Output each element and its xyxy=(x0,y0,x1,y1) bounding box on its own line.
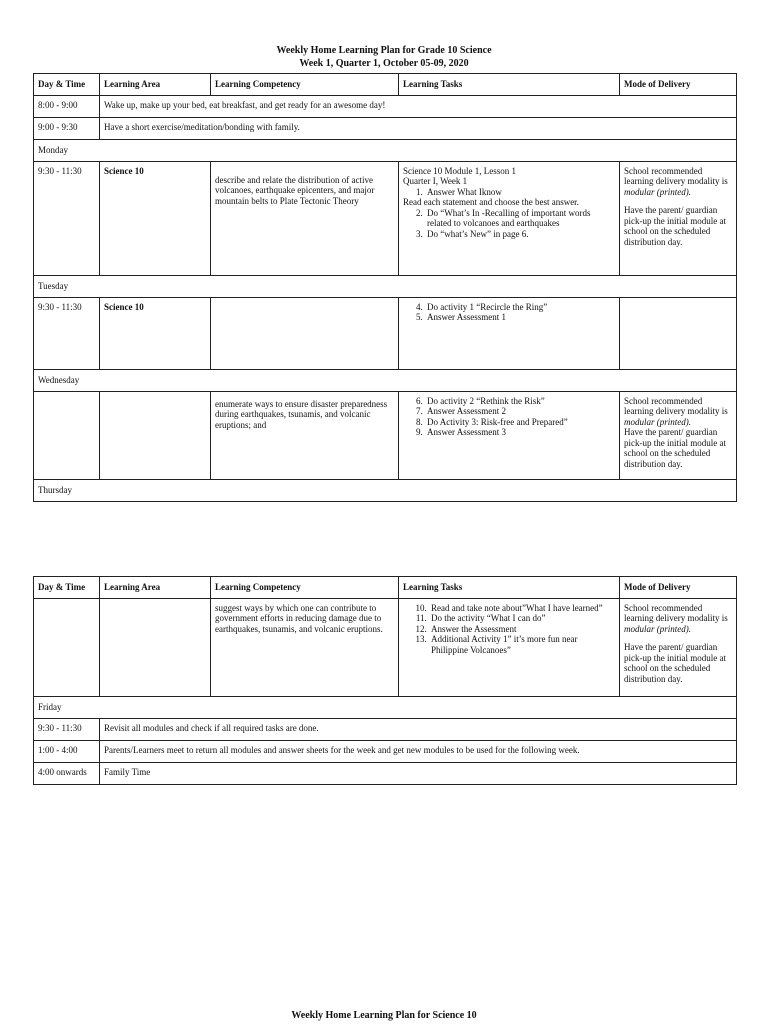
day-row-tuesday xyxy=(34,275,737,297)
header-learning-competency: Learning Competency xyxy=(211,577,399,599)
competency-text: suggest ways by which one can contribute to government efforts in reducing damage due to earthquakes, tsunamis, and volcanic eruptions. xyxy=(215,602,383,634)
task-note: Read each statement and choose the best answer. xyxy=(403,197,579,207)
list-item: 12. Answer the Assessment xyxy=(429,624,615,635)
day-label: Friday xyxy=(34,696,737,718)
day-row-friday xyxy=(34,696,737,718)
mode-text-italic: modular (printed). xyxy=(624,416,691,427)
day-label: Thursday xyxy=(34,479,737,501)
list-item: 7. Answer Assessment 2 xyxy=(425,406,615,417)
competency-cell xyxy=(211,391,399,479)
competency-cell xyxy=(211,598,399,696)
task-list xyxy=(403,208,615,240)
time-cell: 9:30 - 11:30 xyxy=(34,718,100,740)
document-subtitle: Week 1, Quarter 1, October 05-09, 2020 xyxy=(299,58,469,69)
header-learning-tasks: Learning Tasks xyxy=(399,74,620,96)
header-learning-area: Learning Area xyxy=(100,74,211,96)
learning-area-cell: Science 10 xyxy=(100,161,211,275)
list-item: 10. Read and take note about”What I have learned” xyxy=(429,603,615,614)
header-row xyxy=(34,74,737,96)
time-cell xyxy=(34,391,100,479)
header-row xyxy=(34,577,737,599)
task-intro: Quarter I, Week 1 xyxy=(403,176,468,186)
activity-cell: Revisit all modules and check if all required tasks are done. xyxy=(100,718,737,740)
list-item: 13. Additional Activity 1” it’s more fun near Philippine Volcanoes” xyxy=(429,634,615,655)
day-label: Wednesday xyxy=(34,369,737,391)
time-cell: 8:00 - 9:00 xyxy=(34,95,100,117)
task-list xyxy=(403,603,615,656)
competency-text: enumerate ways to ensure disaster preparedness during earthquakes, tsunamis, and volcanic eruptions; and xyxy=(215,398,388,430)
tasks-cell xyxy=(399,598,620,696)
mode-cell xyxy=(620,391,737,479)
time-cell: 4:00 onwards xyxy=(34,762,100,784)
table-row xyxy=(34,117,737,139)
table-row xyxy=(34,161,737,275)
table-row xyxy=(34,718,737,740)
table-row xyxy=(34,762,737,784)
header-mode-of-delivery: Mode of Delivery xyxy=(620,74,737,96)
learning-plan-table-1 xyxy=(33,73,737,502)
list-item: 3. Do “what’s New” in page 6. xyxy=(425,229,615,240)
tasks-cell xyxy=(399,391,620,479)
header-day-time: Day & Time xyxy=(34,577,100,599)
competency-cell xyxy=(211,161,399,275)
task-intro: Science 10 Module 1, Lesson 1 xyxy=(403,165,516,176)
header-learning-competency: Learning Competency xyxy=(211,74,399,96)
mode-cell xyxy=(620,161,737,275)
table-row xyxy=(34,740,737,762)
time-cell: 9:00 - 9:30 xyxy=(34,117,100,139)
learning-plan-table-2 xyxy=(33,576,737,785)
competency-cell xyxy=(211,297,399,369)
table-row xyxy=(34,95,737,117)
time-cell xyxy=(34,598,100,696)
mode-instructions: Have the parent/ guardian pick-up the initial module at school on the scheduled distribution day. xyxy=(624,427,726,469)
table-row xyxy=(34,297,737,369)
activity-cell: Parents/Learners meet to return all modules and answer sheets for the week and get new modules to be used for the following week. xyxy=(100,740,737,762)
tasks-cell xyxy=(399,297,620,369)
mode-cell xyxy=(620,297,737,369)
day-label: Monday xyxy=(34,139,737,161)
activity-cell: Family Time xyxy=(100,762,737,784)
mode-text-italic: modular (printed). xyxy=(624,623,691,634)
list-item: 5. Answer Assessment 1 xyxy=(425,312,615,323)
day-label: Tuesday xyxy=(34,275,737,297)
day-row-monday xyxy=(34,139,737,161)
time-cell: 9:30 - 11:30 xyxy=(34,297,100,369)
header-learning-tasks: Learning Tasks xyxy=(399,577,620,599)
mode-cell xyxy=(620,598,737,696)
mode-text: School recommended learning delivery modality is xyxy=(624,602,728,623)
list-item: 11. Do the activity “What I can do” xyxy=(429,613,615,624)
day-row-wednesday xyxy=(34,369,737,391)
table-row xyxy=(34,391,737,479)
task-list xyxy=(403,302,615,323)
activity-cell: Have a short exercise/meditation/bonding with family. xyxy=(100,117,737,139)
task-list xyxy=(403,187,615,198)
list-item: 2. Do “What’s In -Recalling of important words related to volcanoes and earthquakes xyxy=(425,208,615,229)
table-row xyxy=(34,598,737,696)
mode-instructions: Have the parent/ guardian pick-up the initial module at school on the scheduled distribution day. xyxy=(624,205,726,247)
header-day-time: Day & Time xyxy=(34,74,100,96)
footer-title: Weekly Home Learning Plan for Science 10 xyxy=(291,1010,477,1021)
list-item: 4. Do activity 1 “Recircle the Ring” xyxy=(425,302,615,313)
time-cell: 9:30 - 11:30 xyxy=(34,161,100,275)
mode-text: School recommended learning delivery modality is xyxy=(624,395,728,416)
list-item: 9. Answer Assessment 3 xyxy=(425,427,615,438)
day-row-thursday xyxy=(34,479,737,501)
mode-text-italic: modular (printed). xyxy=(624,186,691,197)
activity-cell: Wake up, make up your bed, eat breakfast, and get ready for an awesome day! xyxy=(100,95,737,117)
list-item: 1. Answer What Iknow xyxy=(425,187,615,198)
list-item: 6. Do activity 2 “Rethink the Risk” xyxy=(425,396,615,407)
task-list xyxy=(403,396,615,438)
mode-text: School recommended learning delivery modality is xyxy=(624,165,728,186)
document-title: Weekly Home Learning Plan for Grade 10 Science xyxy=(276,45,492,56)
header-mode-of-delivery: Mode of Delivery xyxy=(620,577,737,599)
tasks-cell xyxy=(399,161,620,275)
list-item: 8. Do Activity 3: Risk-free and Prepared” xyxy=(425,417,615,428)
time-cell: 1:00 - 4:00 xyxy=(34,740,100,762)
learning-area-cell xyxy=(100,391,211,479)
mode-instructions: Have the parent/ guardian pick-up the initial module at school on the scheduled distribution day. xyxy=(624,642,726,684)
learning-area-cell: Science 10 xyxy=(100,297,211,369)
competency-text: describe and relate the distribution of active volcanoes, earthquake epicenters, and major mountain belts to Plate Tectonic Theory xyxy=(215,174,375,206)
header-learning-area: Learning Area xyxy=(100,577,211,599)
learning-area-cell xyxy=(100,598,211,696)
